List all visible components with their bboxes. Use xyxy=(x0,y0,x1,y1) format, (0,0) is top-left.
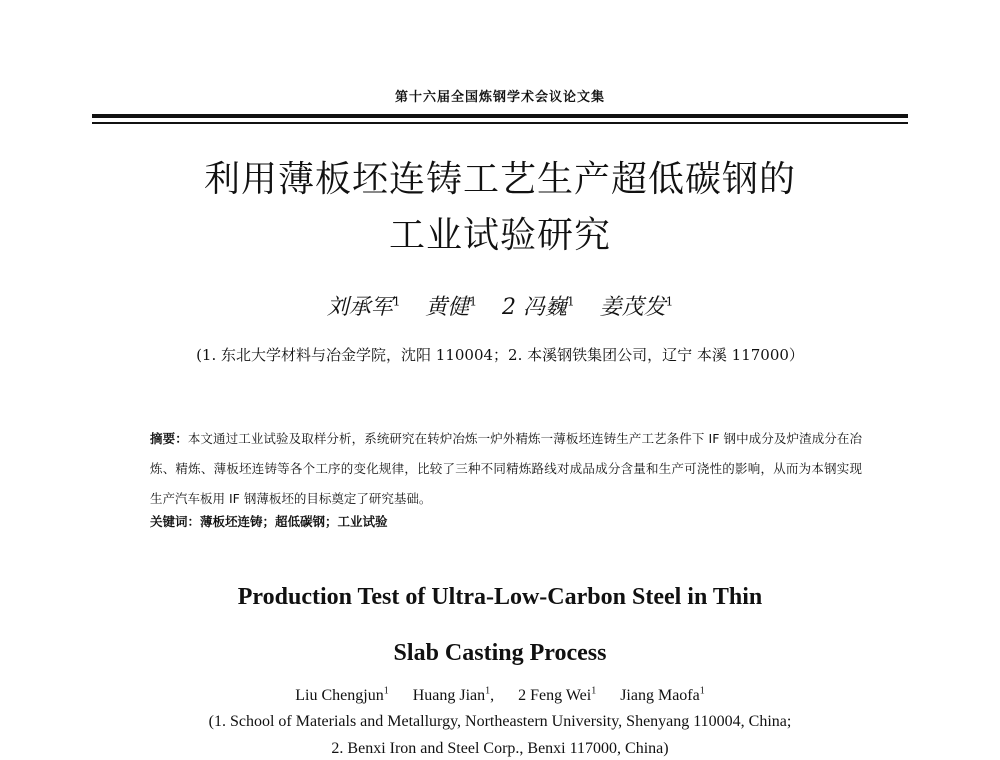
header-rule-thin xyxy=(92,122,908,124)
keywords-text: 薄板坯连铸；超低碳钢；工业试验 xyxy=(200,514,388,529)
en-author: Liu Chengjun$^1$ xyxy=(295,686,389,705)
header-rule-thick xyxy=(92,114,908,118)
cn-author: 2 冯巍$^1$ xyxy=(502,294,575,320)
cn-title-line-1: 利用薄板坯连铸工艺生产超低碳钢的 xyxy=(203,159,796,200)
en-author: Jiang Maofa$^1$ xyxy=(620,686,705,705)
en-affiliation-line-1: (1. School of Materials and Metallurgy, Northeastern University, Shenyang 110004, China; xyxy=(208,713,792,730)
keywords-label: 关键词： xyxy=(150,514,201,529)
en-affiliation-line-2: 2. Benxi Iron and Steel Corp., Benxi 117000, China) xyxy=(331,740,669,757)
en-title-line-1: Production Test of Ultra-Low-Carbon Steel in Thin xyxy=(237,584,763,610)
abstract-text: 本文通过工业试验及取样分析，系统研究在转炉冶炼一炉外精炼一薄板坯连铸生产工艺条件下 IF 钢中成分及炉渣成分在冶炼、精炼、薄板坯连铸等各个工序的变化规律，比较了三种不同精炼路线对成品成分含量和生产可浇性的影响，从而为本钢实现生产汽车板用 IF 钢薄板坯的目标奠定了研究基础。 xyxy=(150,431,862,506)
keywords xyxy=(150,512,388,530)
cn-author: 姜茂发$^1$ xyxy=(599,294,674,320)
cn-title-line-2: 工业试验研究 xyxy=(388,215,611,256)
cn-author: 刘承军$^1$ xyxy=(326,294,401,320)
running-header: 第十六届全国炼钢学术会议论文集 xyxy=(394,90,605,105)
cn-author: 黄健$^1$ xyxy=(425,294,477,320)
abstract-label: 摘要： xyxy=(150,431,188,446)
en-title-line-2: Slab Casting Process xyxy=(393,640,607,666)
cn-authors xyxy=(0,290,1000,321)
cn-affiliation: (1. 东北大学材料与冶金学院，沈阳 110004；2. 本溪钢铁集团公司，辽宁 本溪 117000） xyxy=(196,346,804,364)
en-author: Huang Jian$^1$, xyxy=(412,686,495,705)
abstract xyxy=(150,424,862,514)
en-authors xyxy=(0,686,1000,705)
en-author: 2 Feng Wei$^1$ xyxy=(518,686,597,705)
